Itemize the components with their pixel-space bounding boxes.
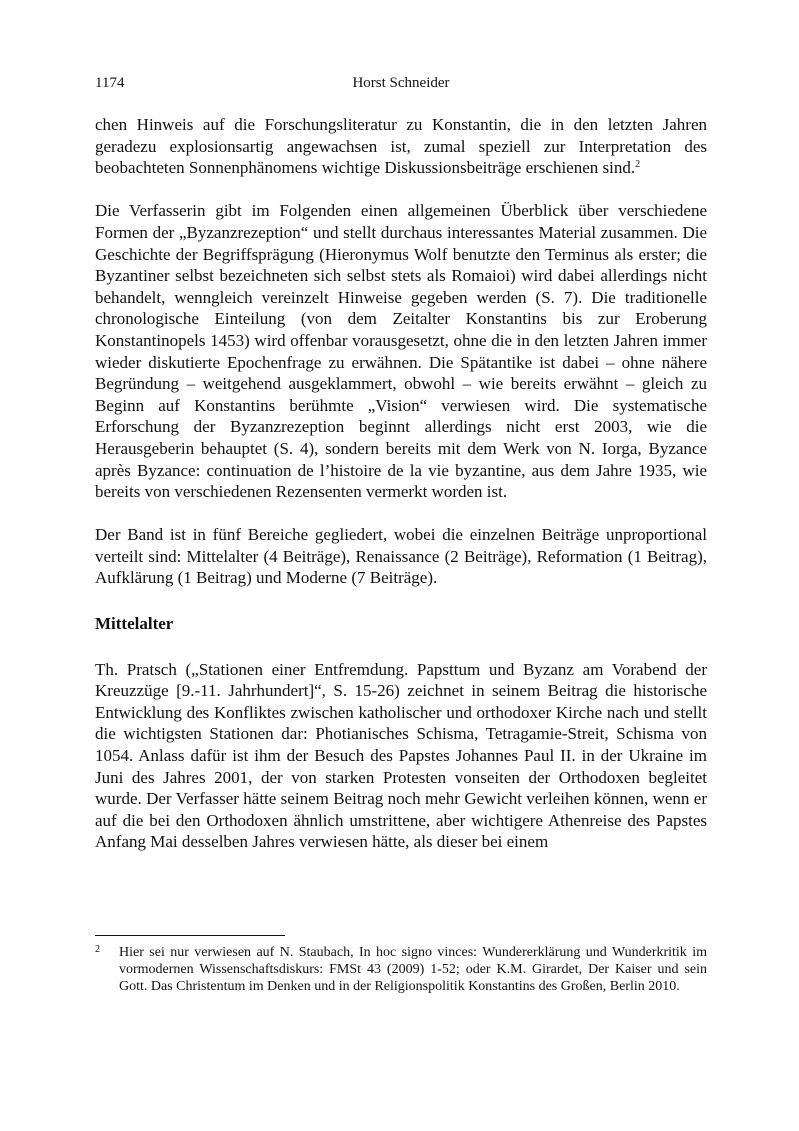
section-heading: Mittelalter <box>95 614 174 634</box>
paragraph-3: Der Band ist in fünf Bereiche gegliedert, wobei die einzelnen Beiträge unproportional verteilt sind: Mittelalter (4 Beiträge), Renaissance (2 Beiträge), Reformation (1 Beitrag), Aufklärung (1 Beitrag) und Moderne (7 Beiträge). <box>95 525 707 588</box>
paragraph-4: Th. Pratsch („Stationen einer Entfremdung. Papsttum und Byzanz am Vorabend der Kreuzzüge [9.-11. Jahrhundert]“, S. 15-26) zeichnet in seinem Beitrag die historische Entwicklung des Konfliktes zwischen katholischer und orthodoxer Kirche nach und stellt die wichtigsten Stationen dar: Photianisches Schisma, Tetragamie-Streit, Schisma von 1054. Anlass dafür ist ihm der Besuch des Papstes Johannes Paul II. in der Ukraine im Juni des Jahres 2001, der von starken Protesten vonseiten der Orthodoxen begleitet wurde. Der Verfasser hätte seinem Beitrag noch mehr Gewicht verleihen können, wenn er auf die bei den Orthodoxen ähnlich umstrittene, aber wichtigere Athenreise des Papstes Anfang Mai desselben Jahres verwiesen hätte, als dieser bei einem <box>95 659 707 852</box>
paragraph-1 <box>95 114 707 179</box>
footnote-rule <box>95 935 285 936</box>
footnote-text: Hier sei nur verwiesen auf N. Staubach, In hoc signo vinces: Wundererklärung und Wunderkritik im vormodernen Wissenschaftsdiskurs: FMSt 43 (2009) 1-52; oder K.M. Girardet, Der Kaiser und sein Gott. Das Christentum im Denken und in der Religionspolitik Konstantins des Großen, Berlin 2010. <box>119 945 707 994</box>
body-text <box>95 114 707 853</box>
paragraph-1-text: chen Hinweis auf die Forschungsliteratur zu Konstantin, die in den letzten Jahren geradezu explosionsartig angewachsen ist, zumal speziell zur Interpretation des beobachteten Sonnenphänomens wichtige Diskussionsbeiträge erschienen sind. <box>95 115 707 178</box>
footnote-reference: 2 <box>635 159 641 171</box>
footnote-number: 2 <box>95 944 100 955</box>
running-head-author: Horst Schneider <box>352 75 450 91</box>
footnote <box>95 944 707 995</box>
page-number: 1174 <box>95 75 125 91</box>
paragraph-2: Die Verfasserin gibt im Folgenden einen allgemeinen Überblick über verschiedene Formen der „Byzanzrezeption“ und stellt durchaus interessantes Material zusammen. Die Geschichte der Begriffsprägung (Hieronymus Wolf benutzte den Terminus als erster; die Byzantiner selbst bezeichneten sich selbst stets als Romaioi) wird dabei allerdings nicht behandelt, wenngleich vereinzelt Hinweise gegeben werden (S. 7). Die traditionelle chronologische Einteilung (von dem Zeitalter Konstantins bis zur Eroberung Konstantinopels 1453) wird offenbar vorausgesetzt, ohne die in den letzten Jahren immer wieder diskutierte Epochenfrage zu erwähnen. Die Spätantike ist dabei – ohne nähere Begründung – weitgehend ausgeklammert, obwohl – wie bereits erwähnt – gleich zu Beginn auf Konstantins berühmte „Vision“ verwiesen wird. Die systematische Erforschung der Byzanzrezeption beginnt allerdings nicht erst 2003, wie die Herausgeberin behauptet (S. 4), sondern bereits mit dem Werk von N. Iorga, Byzance après Byzance: continuation de l’histoire de la vie byzantine, aus dem Jahre 1935, wie bereits von verschiedenen Rezensenten vermerkt worden ist. <box>95 201 707 502</box>
